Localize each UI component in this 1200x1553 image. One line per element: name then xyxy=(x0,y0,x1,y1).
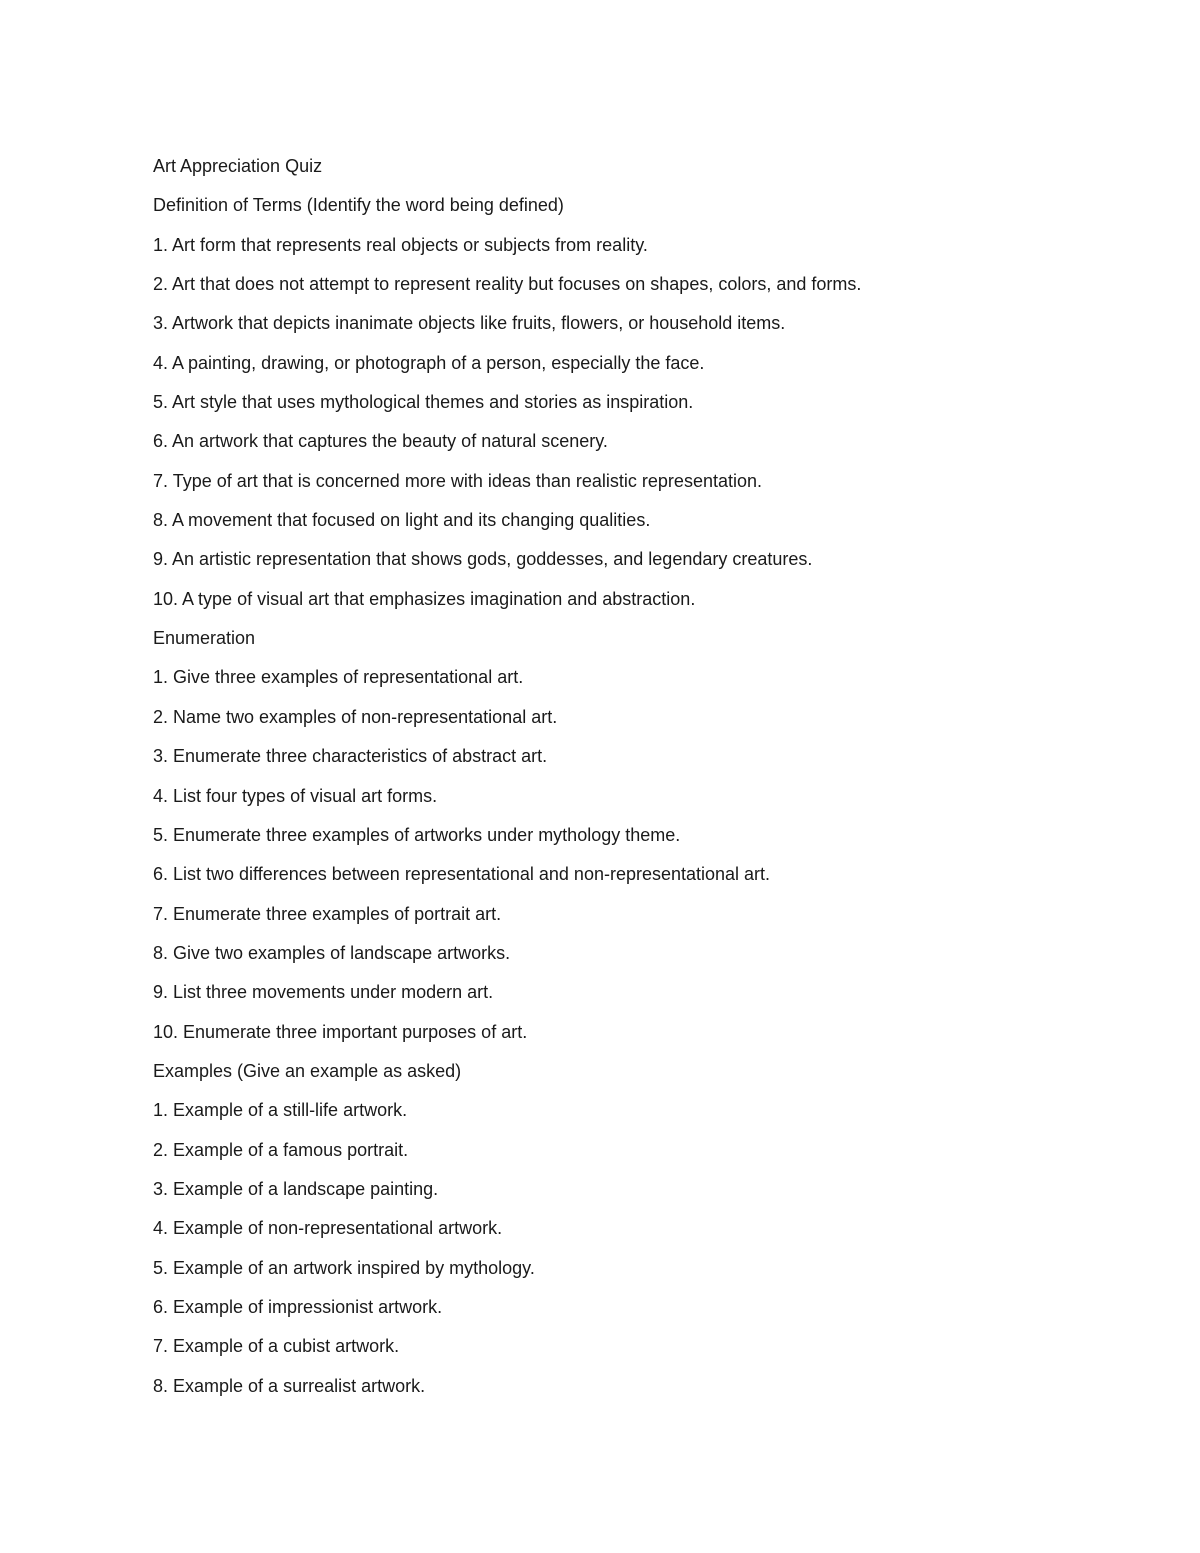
question-item: 1. Give three examples of representational art. xyxy=(153,667,524,688)
section-enumeration xyxy=(153,624,1113,1057)
question-item: 4. A painting, drawing, or photograph of a person, especially the face. xyxy=(153,352,705,373)
question-item: 4. List four types of visual art forms. xyxy=(153,785,438,806)
question-item: 5. Art style that uses mythological themes and stories as inspiration. xyxy=(153,392,694,413)
question-item: 1. Example of a still-life artwork. xyxy=(153,1100,408,1121)
question-item: 3. Artwork that depicts inanimate objects like fruits, flowers, or household items. xyxy=(153,313,786,334)
question-item: 10. A type of visual art that emphasizes imagination and abstraction. xyxy=(153,588,696,609)
question-item: 8. Give two examples of landscape artworks. xyxy=(153,942,511,963)
question-item: 2. Art that does not attempt to represent reality but focuses on shapes, colors, and forms. xyxy=(153,274,862,295)
question-item: 1. Art form that represents real objects or subjects from reality. xyxy=(153,234,648,255)
question-item: 6. Example of impressionist artwork. xyxy=(153,1296,443,1317)
question-item: 8. A movement that focused on light and its changing qualities. xyxy=(153,510,651,531)
document-title: Art Appreciation Quiz xyxy=(153,156,323,176)
question-item: 5. Example of an artwork inspired by mythology. xyxy=(153,1257,535,1278)
question-item: 7. Type of art that is concerned more with ideas than realistic representation. xyxy=(153,470,762,491)
question-item: 2. Name two examples of non-representational art. xyxy=(153,706,558,727)
question-item: 10. Enumerate three important purposes of art. xyxy=(153,1021,528,1042)
question-item: 7. Example of a cubist artwork. xyxy=(153,1336,400,1357)
section-examples xyxy=(153,1057,1113,1411)
question-item: 3. Enumerate three characteristics of abstract art. xyxy=(153,746,548,767)
question-item: 5. Enumerate three examples of artworks under mythology theme. xyxy=(153,824,681,845)
section-heading: Definition of Terms (Identify the word being defined) xyxy=(153,195,564,216)
question-item: 4. Example of non-representational artwork. xyxy=(153,1218,503,1239)
question-item: 3. Example of a landscape painting. xyxy=(153,1178,439,1199)
question-item: 2. Example of a famous portrait. xyxy=(153,1139,409,1160)
section-definition-of-terms xyxy=(153,191,1113,624)
question-item: 6. List two differences between representational and non-representational art. xyxy=(153,864,771,885)
section-heading: Enumeration xyxy=(153,628,256,649)
question-item: 8. Example of a surrealist artwork. xyxy=(153,1375,426,1396)
question-item: 9. An artistic representation that shows gods, goddesses, and legendary creatures. xyxy=(153,549,813,570)
question-item: 9. List three movements under modern art. xyxy=(153,982,494,1003)
document-page xyxy=(153,152,1113,1411)
section-heading: Examples (Give an example as asked) xyxy=(153,1060,462,1081)
question-item: 6. An artwork that captures the beauty of natural scenery. xyxy=(153,431,608,452)
question-item: 7. Enumerate three examples of portrait art. xyxy=(153,903,502,924)
